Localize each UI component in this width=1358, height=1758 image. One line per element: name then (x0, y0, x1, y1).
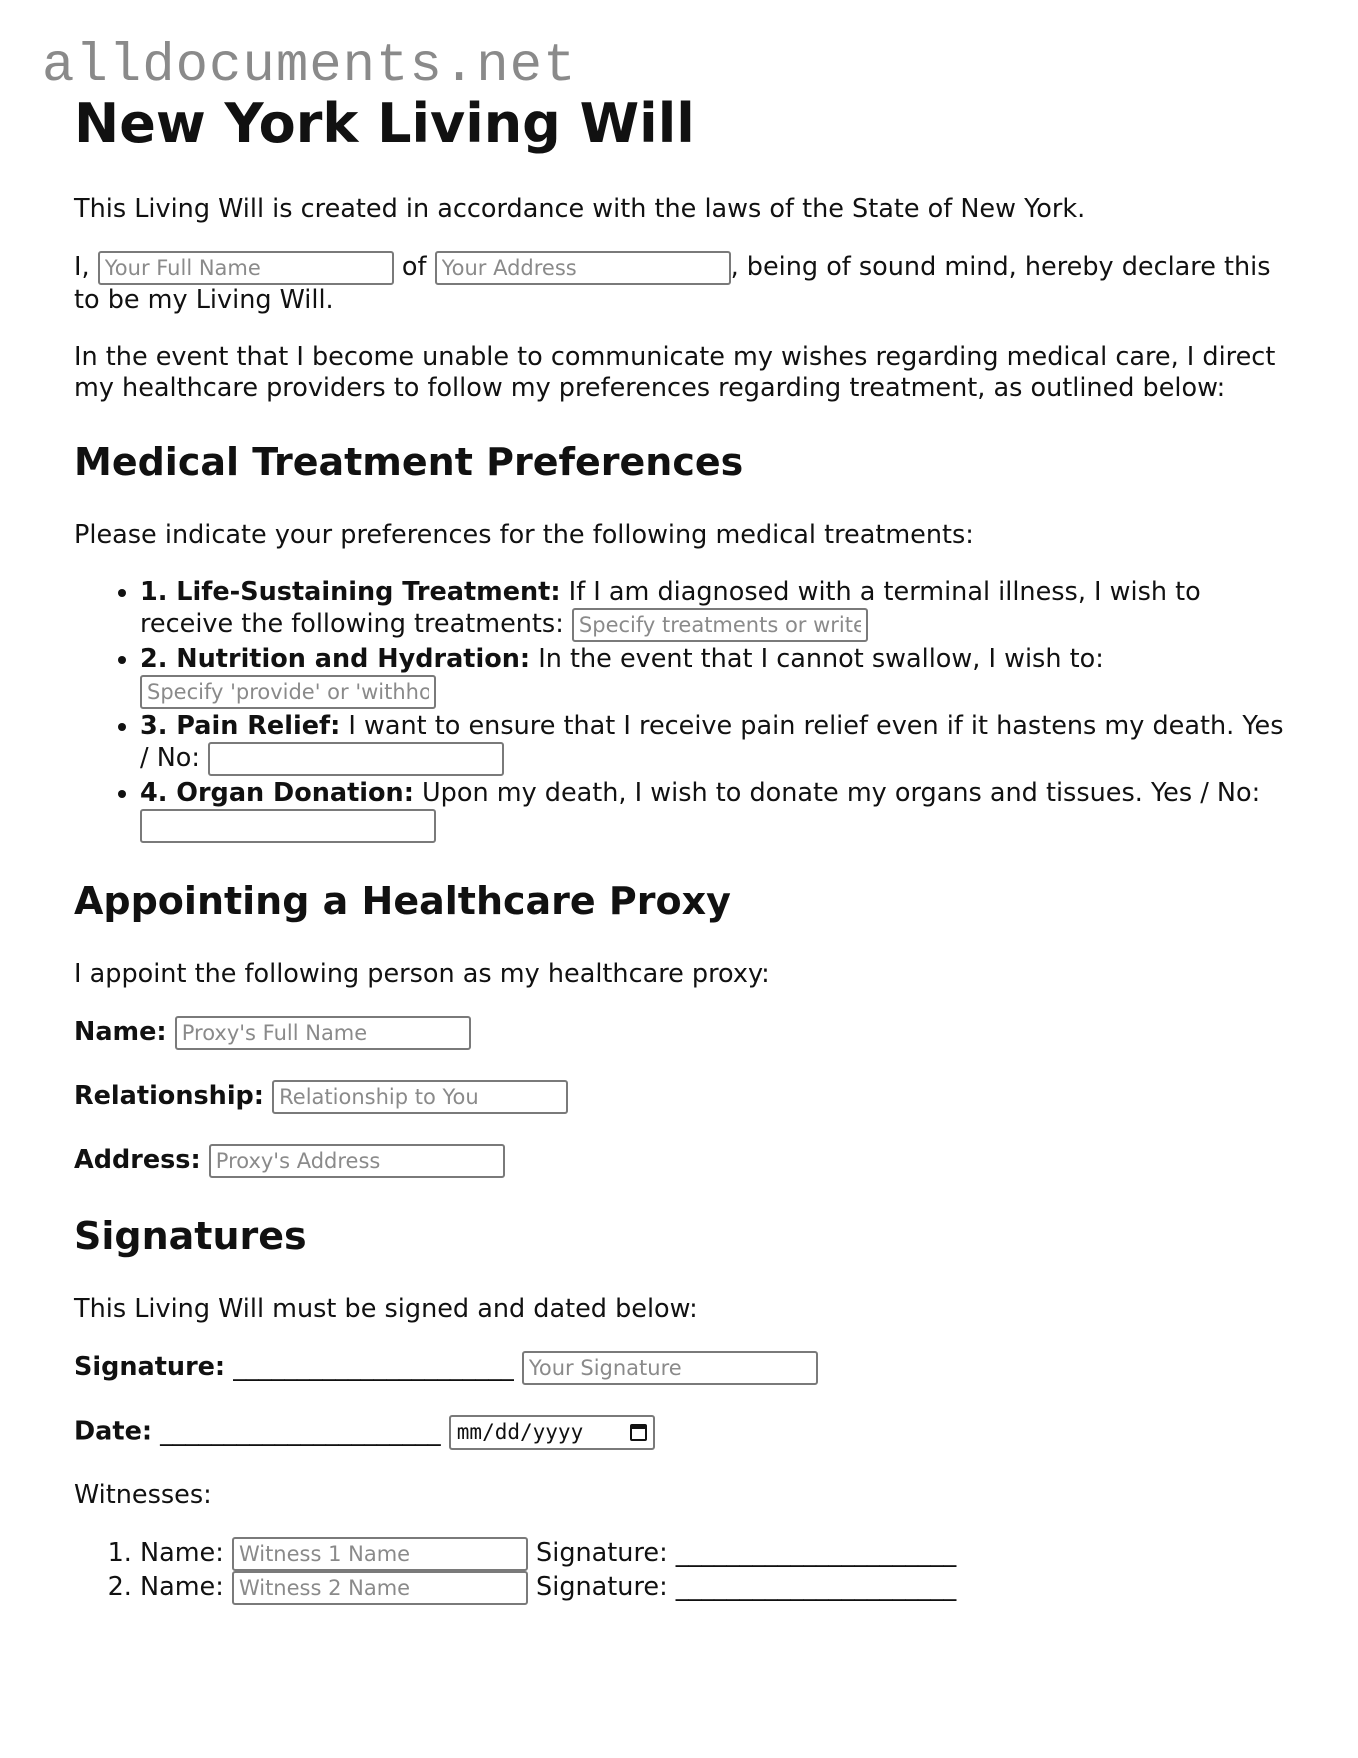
treatment-label: 4. Organ Donation: (140, 778, 414, 808)
signature-label: Signature: (74, 1352, 226, 1382)
proxy-address-row (74, 1144, 1294, 1178)
witness-name-label: Name: (140, 1572, 224, 1602)
proxy-relationship-label: Relationship: (74, 1081, 265, 1111)
witness-1-name-input[interactable] (232, 1537, 528, 1571)
witness-item (140, 1571, 1294, 1605)
declaration-suffix: , being of sound mind, hereby declare this to be my Living Will. (74, 252, 1271, 315)
witness-signature-line: ______________________ (675, 1538, 957, 1568)
proxy-instruction: I appoint the following person as my healthcare proxy: (74, 959, 770, 989)
treatment-label: 3. Pain Relief: (140, 711, 341, 741)
signatures-heading: Signatures (74, 1214, 307, 1258)
treatment-item-nutrition (140, 644, 1294, 709)
treatment-label: 2. Nutrition and Hydration: (140, 644, 531, 674)
watermark: alldocuments.net (42, 36, 577, 97)
proxy-relationship-row (74, 1080, 1294, 1114)
treatment-text: If I am diagnosed with a terminal illness, I wish to receive the following treatments: (140, 577, 1201, 639)
treatment-text: Upon my death, I wish to donate my organs and tissues. Yes / No: (422, 778, 1261, 808)
life-sustaining-input[interactable] (572, 608, 868, 642)
treatment-heading: Medical Treatment Preferences (74, 440, 744, 484)
treatment-text: In the event that I cannot swallow, I wish to: (538, 644, 1104, 674)
proxy-name-input[interactable] (175, 1016, 471, 1050)
event-paragraph: In the event that I become unable to communicate my wishes regarding medical care, I direct my healthcare providers to follow my preferences regarding treatment, as outlined below: (74, 342, 1276, 403)
date-row (74, 1415, 1294, 1450)
signature-row (74, 1351, 1294, 1385)
signature-input[interactable] (522, 1351, 818, 1385)
treatment-list (74, 577, 1294, 843)
signature-line: ______________________ (233, 1352, 514, 1382)
treatment-item-life-sustaining (140, 577, 1294, 642)
proxy-address-input[interactable] (209, 1144, 505, 1178)
pain-relief-input[interactable] (208, 742, 504, 776)
signatures-instruction: This Living Will must be signed and dated below: (74, 1294, 698, 1324)
date-label: Date: (74, 1416, 153, 1447)
treatment-text: I want to ensure that I receive pain relief even if it hastens my death. Yes / No: (140, 711, 1284, 773)
address-input[interactable] (435, 251, 731, 285)
witness-name-label: Name: (140, 1538, 224, 1568)
treatment-instruction: Please indicate your preferences for the following medical treatments: (74, 520, 974, 550)
proxy-name-label: Name: (74, 1017, 167, 1047)
witness-list (74, 1537, 1294, 1605)
treatment-label: 1. Life-Sustaining Treatment: (140, 577, 561, 607)
proxy-name-row (74, 1016, 1294, 1050)
proxy-address-label: Address: (74, 1145, 201, 1175)
proxy-relationship-input[interactable] (272, 1080, 568, 1114)
date-input[interactable] (449, 1415, 655, 1450)
declaration-paragraph (74, 251, 1294, 316)
full-name-input[interactable] (98, 251, 394, 285)
treatment-item-pain-relief (140, 711, 1294, 776)
treatment-item-organ-donation (140, 778, 1294, 843)
witness-signature-label: Signature: (536, 1572, 668, 1602)
witness-2-name-input[interactable] (232, 1571, 528, 1605)
witness-item (140, 1537, 1294, 1571)
nutrition-input[interactable] (140, 675, 436, 709)
calendar-icon[interactable] (630, 1424, 647, 1441)
intro-paragraph: This Living Will is created in accordance with the laws of the State of New York. (74, 194, 1086, 224)
witnesses-label: Witnesses: (74, 1480, 212, 1510)
witness-signature-label: Signature: (536, 1538, 668, 1568)
page-title: New York Living Will (74, 92, 695, 155)
declaration-prefix: I, (74, 252, 90, 282)
witness-signature-line: ______________________ (675, 1572, 957, 1602)
date-line: ______________________ (160, 1416, 441, 1447)
document (74, 92, 1294, 1605)
declaration-of: of (401, 252, 427, 282)
date-value: mm/dd/yyyy (456, 1420, 584, 1444)
proxy-heading: Appointing a Healthcare Proxy (74, 879, 731, 923)
organ-donation-input[interactable] (140, 809, 436, 843)
